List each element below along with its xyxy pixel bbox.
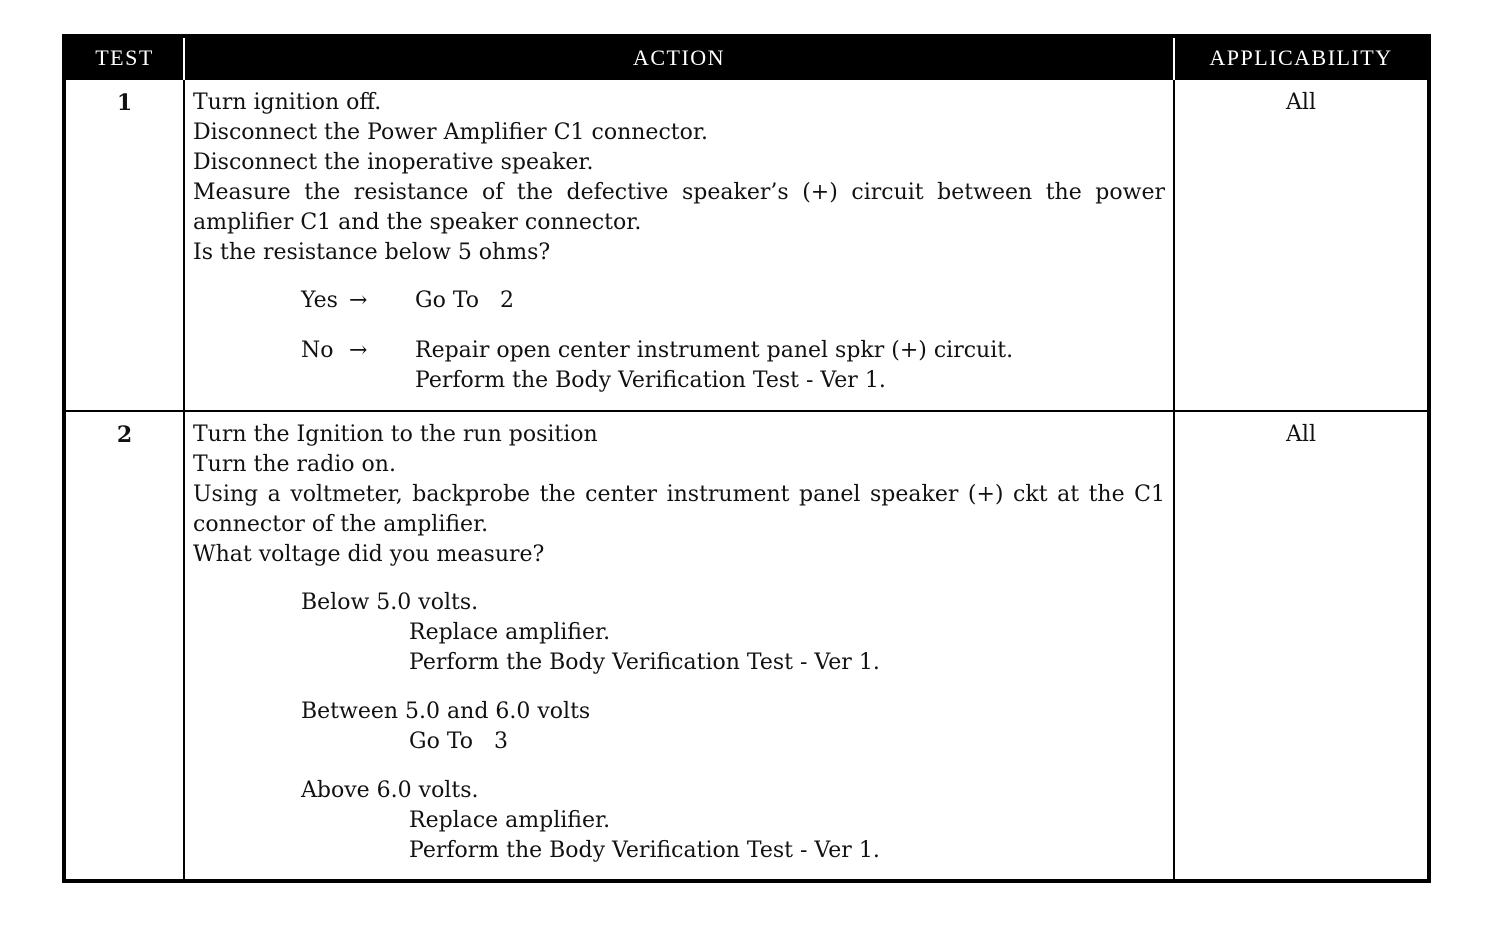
response-no — [301, 336, 1165, 396]
voltage-range-above — [301, 776, 1165, 866]
step-line: Measure the resistance of the defective speaker’s (+) circuit between the power amplifier C1 and the speaker connector. — [193, 180, 1165, 235]
step-line: Turn the Ignition to the run position — [193, 422, 598, 447]
response-result-line: Repair open center instrument panel spkr (+) circuit. — [415, 338, 1014, 363]
step-line: Is the resistance below 5 ohms? — [193, 240, 551, 265]
response-result-line: Go To 2 — [415, 288, 514, 313]
arrow-right-icon: → — [349, 288, 368, 313]
step-line: Using a voltmeter, backprobe the center instrument panel speaker (+) ckt at the C1 connector of the amplifier. — [193, 482, 1165, 537]
response-condition: No — [301, 338, 334, 363]
step-line: Disconnect the Power Amplifier C1 connector. — [193, 120, 708, 145]
applicability-value: All — [1174, 411, 1429, 881]
test-number: 2 — [64, 411, 184, 881]
header-action: ACTION — [184, 36, 1174, 79]
voltage-range-below — [301, 588, 1165, 678]
step-line: Disconnect the inoperative speaker. — [193, 150, 594, 175]
diagnostic-table — [62, 34, 1431, 883]
range-label: Between 5.0 and 6.0 volts — [301, 699, 591, 724]
applicability-value: All — [1174, 79, 1429, 411]
voltage-range-group — [301, 588, 1165, 866]
response-results — [415, 336, 1165, 396]
voltage-range-between — [301, 697, 1165, 757]
header-applicability: APPLICABILITY — [1174, 36, 1429, 79]
table-row — [64, 79, 1429, 411]
range-action: Replace amplifier. — [409, 620, 611, 645]
step-line: What voltage did you measure? — [193, 542, 545, 567]
response-block — [301, 286, 1165, 396]
test-number: 1 — [64, 79, 184, 411]
response-results — [415, 286, 1165, 316]
response-condition: Yes — [301, 288, 338, 313]
action-cell — [184, 79, 1174, 411]
action-cell — [184, 411, 1174, 881]
range-action: Go To 3 — [409, 729, 508, 754]
step-line: Turn ignition off. — [193, 90, 382, 115]
range-action: Replace amplifier. — [409, 808, 611, 833]
table-header-row — [64, 36, 1429, 79]
range-action: Perform the Body Verification Test - Ver 1. — [409, 838, 880, 863]
range-label: Above 6.0 volts. — [301, 778, 479, 803]
range-label: Below 5.0 volts. — [301, 590, 479, 615]
range-action: Perform the Body Verification Test - Ver 1. — [409, 650, 880, 675]
header-test: TEST — [64, 36, 184, 79]
table-row — [64, 411, 1429, 881]
response-result-line: Perform the Body Verification Test - Ver 1. — [415, 368, 886, 393]
response-yes — [301, 286, 1165, 316]
step-line: Turn the radio on. — [193, 452, 396, 477]
arrow-right-icon: → — [349, 338, 368, 363]
